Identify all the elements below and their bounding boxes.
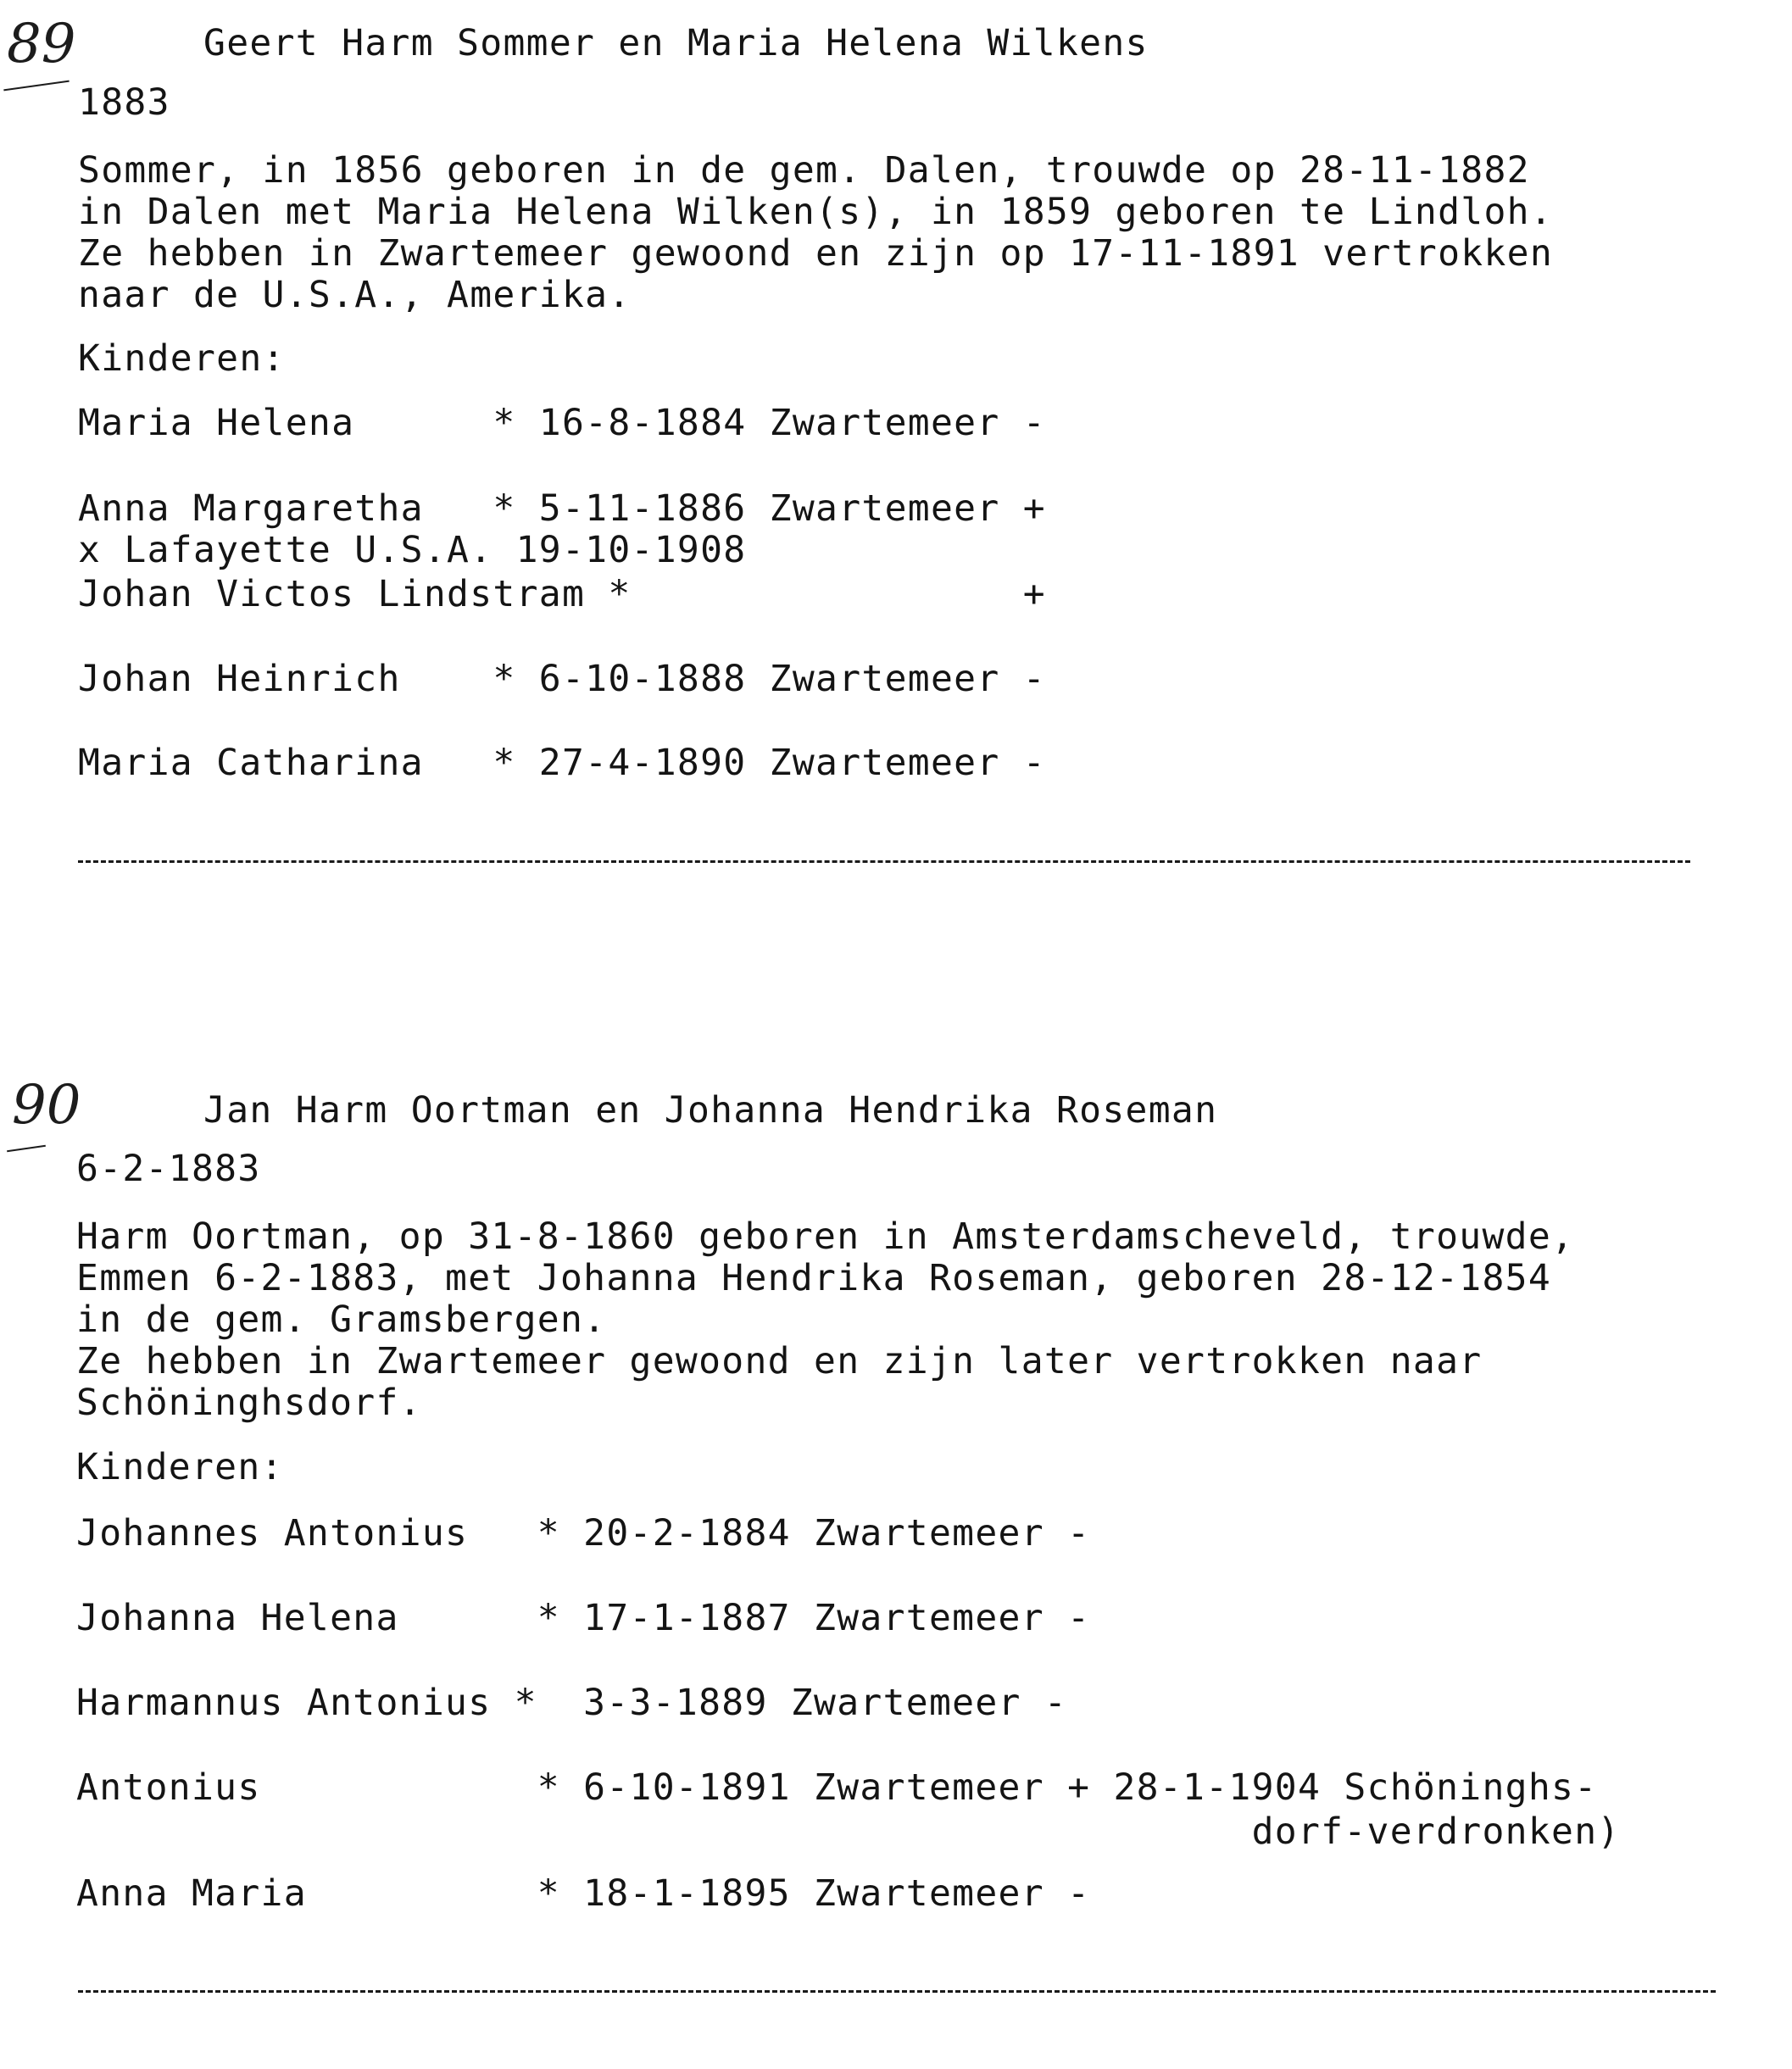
child-line: x Lafayette U.S.A. 19-10-1908 bbox=[78, 529, 747, 571]
child-line: Anna Margaretha * 5-11-1886 Zwartemeer + bbox=[78, 487, 1046, 530]
entry-year: 1883 bbox=[78, 81, 170, 124]
paragraph-line: Emmen 6-2-1883, met Johanna Hendrika Roseman, geboren 28-12-1854 bbox=[76, 1257, 1552, 1299]
paragraph-line: in Dalen met Maria Helena Wilken(s), in 1859 geboren te Lindloh. bbox=[78, 191, 1554, 233]
entry-title: Jan Harm Oortman en Johanna Hendrika Roseman bbox=[203, 1089, 1218, 1132]
children-heading: Kinderen: bbox=[78, 337, 286, 380]
child-line: Johan Heinrich * 6-10-1888 Zwartemeer - bbox=[78, 658, 1046, 700]
paragraph-line: Schöninghsdorf. bbox=[76, 1382, 422, 1424]
paragraph-line: Ze hebben in Zwartemeer gewoond en zijn later vertrokken naar bbox=[76, 1340, 1483, 1382]
paragraph-line: in de gem. Gramsbergen. bbox=[76, 1299, 607, 1341]
child-line: dorf-verdronken) bbox=[76, 1810, 1621, 1853]
section-divider bbox=[78, 860, 1690, 863]
section-divider bbox=[78, 1990, 1716, 1993]
child-line: Johannes Antonius * 20-2-1884 Zwartemeer - bbox=[76, 1512, 1091, 1555]
child-line: Harmannus Antonius * 3-3-1889 Zwartemeer - bbox=[76, 1682, 1068, 1724]
paragraph-line: naar de U.S.A., Amerika. bbox=[78, 274, 632, 316]
underline-stroke bbox=[3, 81, 70, 92]
child-line: Maria Catharina * 27-4-1890 Zwartemeer - bbox=[78, 742, 1046, 784]
underline-stroke bbox=[7, 1145, 46, 1152]
paragraph-line: Harm Oortman, op 31-8-1860 geboren in Amsterdamscheveld, trouwde, bbox=[76, 1215, 1575, 1258]
child-line: Antonius * 6-10-1891 Zwartemeer + 28-1-1904 Schöninghs- bbox=[76, 1766, 1598, 1809]
child-line: Johan Victos Lindstram * + bbox=[78, 573, 1046, 615]
child-line: Maria Helena * 16-8-1884 Zwartemeer - bbox=[78, 402, 1046, 444]
entry-title: Geert Harm Sommer en Maria Helena Wilkens bbox=[203, 22, 1149, 64]
child-line: Anna Maria * 18-1-1895 Zwartemeer - bbox=[76, 1872, 1091, 1915]
entry-number: 89 bbox=[7, 13, 76, 75]
child-line: Johanna Helena * 17-1-1887 Zwartemeer - bbox=[76, 1597, 1091, 1639]
entry-number: 90 bbox=[12, 1074, 81, 1137]
paragraph-line: Ze hebben in Zwartemeer gewoond en zijn op 17-11-1891 vertrokken bbox=[78, 232, 1554, 275]
entry-year: 6-2-1883 bbox=[76, 1148, 261, 1190]
children-heading: Kinderen: bbox=[76, 1446, 284, 1488]
paragraph-line: Sommer, in 1856 geboren in de gem. Dalen, trouwde op 28-11-1882 bbox=[78, 149, 1530, 192]
